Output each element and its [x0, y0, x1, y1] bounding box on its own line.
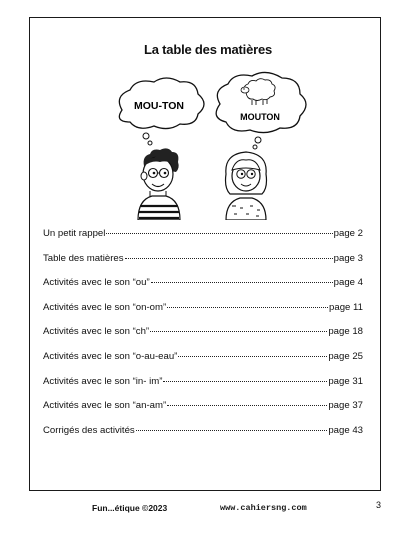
toc-leader-dots [163, 381, 327, 382]
toc-entry[interactable] [43, 302, 363, 327]
toc-entry-label: Table des matières [43, 252, 124, 264]
toc-entry-label: Activités avec le son “ou” [43, 277, 150, 289]
toc-entry[interactable] [43, 326, 363, 351]
toc-entry-label: Activités avec le son “an-am” [43, 400, 167, 412]
table-of-contents [43, 228, 363, 449]
page-number: 3 [376, 500, 382, 510]
toc-entry-page: page 37 [328, 400, 363, 412]
toc-entry-page: page 18 [328, 326, 363, 338]
toc-leader-dots [178, 356, 327, 357]
toc-entry-page: page 3 [333, 252, 363, 264]
footer-copyright: Fun...étique ©2023 [92, 503, 168, 513]
toc-entry[interactable] [43, 425, 363, 450]
toc-leader-dots [151, 282, 333, 283]
toc-entry-label: Corrigés des activités [43, 424, 135, 436]
toc-leader-dots [167, 307, 328, 308]
thought-bubble-right [216, 72, 306, 149]
bubble-text-left: MOU-TON [134, 100, 184, 112]
toc-entry-page: page 11 [329, 301, 363, 313]
toc-entry[interactable] [43, 253, 363, 278]
illustration [100, 70, 320, 220]
page-title: La table des matières [143, 42, 273, 57]
toc-entry-label: Activités avec le son “ch” [43, 326, 150, 338]
toc-entry[interactable] [43, 376, 363, 401]
toc-entry-page: page 25 [328, 350, 363, 362]
toc-leader-dots [125, 258, 333, 259]
toc-entry-page: page 4 [333, 277, 363, 289]
toc-entry-label: Un petit rappel [43, 228, 106, 239]
toc-entry[interactable] [43, 228, 363, 253]
bubble-text-right: MOUTON [240, 112, 280, 122]
toc-entry[interactable] [43, 351, 363, 376]
toc-entry-label: Activités avec le son “in- im” [43, 375, 163, 387]
toc-entry-page: page 43 [328, 424, 363, 436]
toc-entry-label: Activités avec le son “o-au-eau” [43, 350, 178, 362]
girl-illustration [226, 152, 267, 220]
toc-leader-dots [167, 405, 327, 406]
toc-entry[interactable] [43, 400, 363, 425]
toc-leader-dots [106, 233, 332, 234]
toc-entry[interactable] [43, 277, 363, 302]
toc-leader-dots [150, 331, 327, 332]
toc-entry-label: Activités avec le son “on-om” [43, 301, 167, 313]
boy-illustration [138, 148, 180, 220]
toc-entry-page: page 31 [328, 375, 363, 387]
toc-entry-page: page 2 [333, 228, 363, 239]
thought-bubble-left [119, 78, 204, 145]
toc-leader-dots [136, 430, 328, 431]
footer-website-link[interactable]: www.cahiersng.com [220, 503, 307, 513]
